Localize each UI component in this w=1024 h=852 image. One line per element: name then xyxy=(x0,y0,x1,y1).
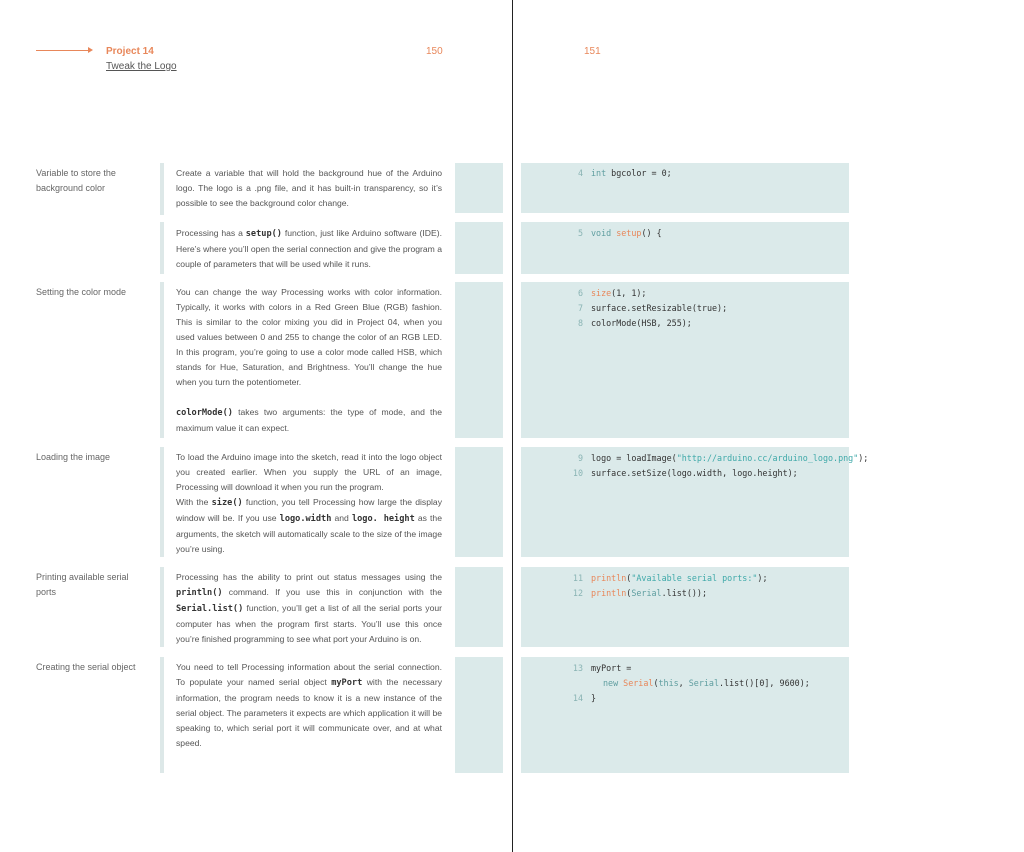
page-number-left: 150 xyxy=(426,46,443,57)
section-text-color-mode: You can change the way Processing works with color information. Typically, it works with colors in a Red Green Blue (RGB) fashion. This is similar to the color mixing you did in Project 04, when you used values between 0 and 255 to change the color of an RGB LED. In this program, you’re going to use a color mode called HSB, which stands for Hue, Saturation, and Brightness. You’ll change the hue when you turn the potentiometer. xyxy=(176,287,442,387)
code-line-6: 6 size(1, 1); xyxy=(577,288,647,298)
section-bar xyxy=(160,567,164,647)
section-bar xyxy=(160,657,164,773)
section-bar xyxy=(160,447,164,557)
code-line-13: 13 myPort = xyxy=(572,663,632,673)
code-line-11: 11 println("Available serial ports:"); xyxy=(572,573,768,583)
side-label-loading-image: Loading the image xyxy=(36,452,111,462)
note-box xyxy=(455,447,503,557)
section-text-serial-ports: Processing has the ability to print out status messages using the println() command. If you use this in conjunction with the Serial.list() function, you’ll get a list of all the serial ports your computer has when the program first starts. You’ll use this once you’re finished programming to see what port your Arduino is on. xyxy=(176,572,442,644)
code-line-14: 14 } xyxy=(572,693,597,703)
header-rule xyxy=(36,50,88,51)
code-block-color-mode xyxy=(521,282,849,438)
code-block-serial-object xyxy=(521,657,849,773)
code-block-setup xyxy=(521,222,849,274)
section-bar xyxy=(160,222,164,274)
section-text-size: With the size() function, you tell Processing how large the display window will be. If you use logo.width and logo. height as the arguments, the sketch will automatically scale to the size of the image you’re using. xyxy=(176,497,442,554)
arrow-right-icon xyxy=(88,47,93,53)
section-text-setup: Processing has a setup() function, just like Arduino software (IDE). Here’s where you’ll open the serial connection and give the program a couple of parameters that will be used while it runs. xyxy=(176,228,442,269)
code-line-12: 12 println(Serial.list()); xyxy=(572,588,707,598)
section-bar xyxy=(160,163,164,215)
section-text-serial-object: You need to tell Processing information about the serial connection. To populate your named serial object myPort with the necessary information, the program needs to know it is a new instance of the serial object. The parameters it expects are which application it will be speaking to, which serial port it will communicate over, and at what speed. xyxy=(176,662,442,748)
side-label-serial-ports: Printing available serial ports xyxy=(36,572,129,597)
note-box xyxy=(455,163,503,213)
code-line-7: 7 surface.setResizable(true); xyxy=(577,303,728,313)
note-box xyxy=(455,222,503,274)
page-number-right: 151 xyxy=(584,46,601,57)
code-line-9: 9 logo = loadImage("http://arduino.cc/arduino_logo.png"); xyxy=(577,453,869,463)
code-block-variable xyxy=(521,163,849,213)
section-text-loading-image: To load the Arduino image into the sketch, read it into the logo object you created earlier. When you supply the URL of an image, Processing will download it when you run the program. xyxy=(176,452,442,492)
code-block-serial-ports xyxy=(521,567,849,647)
code-line-13-cont: new Serial(this, Serial.list()[0], 9600); xyxy=(603,678,810,688)
side-label-serial-object: Creating the serial object xyxy=(36,662,136,672)
side-label-color-mode: Setting the color mode xyxy=(36,287,127,297)
code-line-5: 5 void setup() { xyxy=(577,228,662,238)
section-text-variable: Create a variable that will hold the background hue of the Arduino logo. The logo is a .png file, and it has built-in transparency, so it’s possible to see the background color change. xyxy=(176,168,442,208)
page-spine xyxy=(512,0,513,852)
section-text-colormode-args: colorMode() takes two arguments: the type of mode, and the maximum value it can expect. xyxy=(176,407,442,433)
code-line-4: 4 int bgcolor = 0; xyxy=(577,168,672,178)
project-subtitle: Tweak the Logo xyxy=(106,61,177,72)
section-bar xyxy=(160,282,164,438)
project-label: Project 14 xyxy=(106,46,154,57)
note-box xyxy=(455,282,503,438)
code-line-8: 8 colorMode(HSB, 255); xyxy=(577,318,692,328)
note-box xyxy=(455,657,503,773)
code-line-10: 10 surface.setSize(logo.width, logo.height); xyxy=(572,468,798,478)
side-label-variable: Variable to store the background color xyxy=(36,168,116,193)
note-box xyxy=(455,567,503,647)
code-block-loading-image xyxy=(521,447,869,557)
